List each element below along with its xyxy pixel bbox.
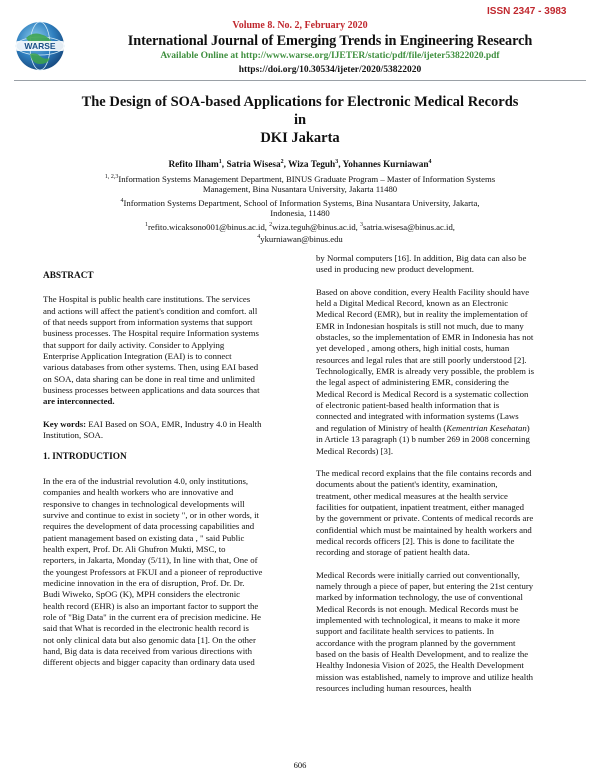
email-link[interactable]: refito.wicaksono001@binus.ac.id,: [148, 221, 270, 232]
page-number: 606: [293, 760, 307, 770]
text-line: and actions will affect the patient's condition and comfort. all: [43, 305, 258, 316]
author-sup: 1: [218, 159, 222, 165]
left-column: [43, 271, 301, 669]
text-line: responsive to changes in technological developments will: [43, 498, 245, 509]
text-line: The medical record explains that the file contains records and: [316, 467, 532, 478]
text-line: used in producing new product development.: [316, 264, 474, 275]
text-line: on SOA, data sharing can be done in real time and unlimited: [43, 373, 255, 384]
text-line: Based on above condition, every Health Facility should have: [316, 286, 530, 297]
doi-link[interactable]: https://doi.org/10.30534/ijeter/2020/53822020: [238, 65, 422, 75]
right-column: [316, 253, 574, 694]
paper-title-line: DKI Jakarta: [260, 130, 340, 146]
emails-line-2: [40, 231, 560, 245]
text-line: survive and continue to exist in society ", or in other words, it: [43, 509, 259, 520]
email-sup: 4: [257, 234, 261, 240]
paper-title-line: The Design of SOA-based Applications for Electronic Medical Records in: [81, 94, 519, 128]
text-line: requires the development of data processing capabilities and: [43, 521, 255, 532]
introduction-heading: 1. INTRODUCTION: [43, 452, 127, 463]
aff-text: Information Systems Management Department, BINUS Graduate Program – Master of Information Systems: [118, 173, 496, 184]
text-line: namely through a piece of paper, but entering the 21st century: [316, 580, 534, 591]
text-line: Institution, SOA.: [43, 430, 104, 441]
text-line: role of "Big Data" in the current era of precision medicine. He: [43, 611, 262, 622]
text-line: health expert, Prof. Dr. Ali Ghufron Mukti, MSC, to: [43, 543, 226, 554]
text-line: in Article 13 paragraph (1) b number 269 in 2008 concerning: [316, 434, 530, 445]
affiliation-2-line-2: Indonesia, 11480: [270, 208, 330, 218]
text-line: documents about the patient's identity, examination,: [316, 479, 498, 490]
text-line: not only clinical data but also genomic data [1]. On the other: [43, 634, 256, 645]
text-line: implemented with technological, it means to make it more: [316, 614, 520, 625]
text-line: health record (EHR) is also an important factor to support the: [43, 600, 259, 611]
text-line: marked by information technology, the use of conventional: [316, 592, 523, 603]
text-line: facilities for outpatient, inpatient treatment, either managed: [316, 501, 524, 512]
email-sup: 3: [360, 222, 364, 228]
text-line: recording and storage of patient health data.: [316, 547, 470, 558]
author-list: [40, 159, 560, 170]
text-line: hand, Big data is data received from various directions with: [43, 645, 252, 656]
text-line: the legal aspect of administering EMR, considering the: [316, 377, 509, 388]
text-line: treatment, other medical measures at the health service: [316, 490, 508, 501]
text-line: resources and legal rules that are still poorly understood [2].: [316, 354, 527, 365]
text-line: obstacles, so the implementation of EMR in Indonesia has not: [316, 332, 534, 343]
text-line: held a Digital Medical Record, known as an Electronic: [316, 298, 509, 309]
text-line: mission was established, namely to improve and utilize health: [316, 671, 534, 682]
italic-term: Kementrian Kesehatan: [446, 422, 527, 433]
text-line: In the era of the industrial revolution 4.0, only institutions,: [43, 475, 249, 486]
text-line: yet developed , among others, high initial costs, human: [316, 343, 510, 354]
email-sup: 2: [269, 222, 273, 228]
introduction-body: [43, 476, 301, 669]
text-line: connected and integrated with information systems (Laws: [316, 411, 519, 422]
author-sup: 2: [280, 159, 284, 165]
author-sep: ,: [338, 160, 343, 171]
text-line: that support for daily activity. Consider to Applying: [43, 339, 225, 350]
text-line: business processes. The Hospital require Information systems: [43, 328, 259, 339]
text-line: Medical Records were initially carried out conventionally,: [316, 569, 520, 580]
text-line: confidential which must be maintained by health workers and: [316, 524, 532, 535]
keywords-label: Key words:: [43, 418, 87, 429]
aff-text: Information Systems Department, School of Information Systems, Bina Nusantara University, Jakarta,: [123, 197, 480, 208]
text-line: Healthy Indonesia Vision of 2025, the Health Development: [316, 660, 524, 671]
text-line: accordance with the program planned by the government: [316, 637, 516, 648]
text-line: Technologically, EMR is already very possible, the problem is: [316, 366, 535, 377]
text-line: by the government or private. Contents of medical records are: [316, 513, 534, 524]
header-divider: [14, 80, 586, 81]
text-span: ): [526, 422, 530, 433]
text-line: The Hospital is public health care institutions. The services: [43, 294, 251, 305]
paragraph: [316, 253, 574, 276]
author-name: Yohannes Kurniawan: [342, 160, 429, 171]
text-line: Enterprise Application Integration (EAI) is to connect: [43, 351, 232, 362]
available-online-link[interactable]: Available Online at http://www.warse.org/IJETER/static/pdf/file/ijeter53822020.pdf: [160, 51, 500, 61]
text-line: resources including human resources, health: [316, 683, 472, 694]
author-name: Refito Ilham: [168, 160, 219, 171]
text-line: of that needs support from information systems that support: [43, 317, 253, 328]
author-name: Wiza Teguh: [288, 160, 336, 171]
text-line: business processes between applications and data sources that: [43, 385, 260, 396]
email-link[interactable]: wiza.teguh@binus.ac.id,: [272, 221, 361, 232]
text-line: different objects and bigger capacity than ordinary data used: [43, 657, 255, 668]
text-line: companies and health workers who are innovative and: [43, 487, 234, 498]
text-line: patient management based on existing data , " said Public: [43, 532, 245, 543]
paper-title: [80, 93, 520, 147]
aff-sup: 4: [120, 198, 124, 204]
paragraph: [316, 287, 574, 457]
text-line: reporters, in Jakarta, Monday (5/11), In line with that, One of: [43, 555, 258, 566]
text-line: by Normal computers [16]. In addition, Big data can also be: [316, 253, 527, 263]
text-line: are interconnected.: [43, 396, 115, 407]
text-line: [316, 423, 574, 434]
text-line: said that What is recorded in the electronic health record is: [43, 623, 249, 634]
text-line: support and facilitate health services to patients. In: [316, 626, 494, 637]
text-line: based on the basis of Health Development, and to realize the: [316, 649, 529, 659]
keywords: [43, 419, 301, 430]
abstract-heading: ABSTRACT: [43, 271, 94, 281]
text-line: EMR in Indonesian hospitals is still not much, due to many: [316, 320, 524, 331]
text-line: Budi Wiweko, SpOG (K), MPH considers the electronic: [43, 589, 241, 600]
author-sup: 3: [335, 159, 339, 165]
aff-sup: 1, 2,3: [104, 174, 119, 180]
abstract-body: [43, 294, 301, 407]
journal-title: International Journal of Emerging Trends in Engineering Research: [127, 33, 533, 49]
volume-info: Volume 8. No. 2, February 2020: [232, 20, 368, 31]
author-sep: ,: [221, 160, 227, 171]
text-line: various databases from other systems. Then, using EAI based: [43, 362, 259, 373]
paragraph: [316, 570, 574, 695]
logo-text: WARSE: [24, 41, 56, 51]
paragraph: [316, 468, 574, 559]
text-line: medical records officers [2]. This is done to facilitate the: [316, 535, 515, 546]
author-sup: 4: [428, 159, 432, 165]
email-link[interactable]: satria.wisesa@binus.ac.id,: [363, 221, 455, 232]
text-line: Medical Records) [3].: [316, 445, 394, 456]
text-line: Medical Record is Medical Record is a systematic collection: [316, 388, 529, 399]
text-span: and regulation of Ministry of health (: [316, 422, 447, 433]
text-line: medicine innovation in the era of disruption, Prof. Dr. Dr.: [43, 577, 245, 588]
text-line: the youngest Professors at FKUI and a pioneer of reproductive: [43, 566, 263, 577]
text-line: of electronic patient-based health information that is: [316, 400, 500, 411]
keywords-text: EAI Based on SOA, EMR, Industry 4.0 in Health: [86, 418, 262, 429]
email-sup: 1: [145, 222, 148, 228]
text-line: Medical Record (EMR), but in reality the implementation of: [316, 309, 528, 320]
author-name: Satria Wisesa: [226, 160, 281, 171]
email-link[interactable]: ykurniawan@binus.edu: [260, 233, 343, 244]
issn-label: ISSN 2347 - 3983: [487, 6, 567, 17]
text-line: Medical Records is not enough. Medical Records must be: [316, 603, 519, 614]
author-sep: ,: [283, 160, 289, 171]
affiliation-1-line-2: Management, Bina Nusantara University, Jakarta 11480: [202, 184, 398, 194]
